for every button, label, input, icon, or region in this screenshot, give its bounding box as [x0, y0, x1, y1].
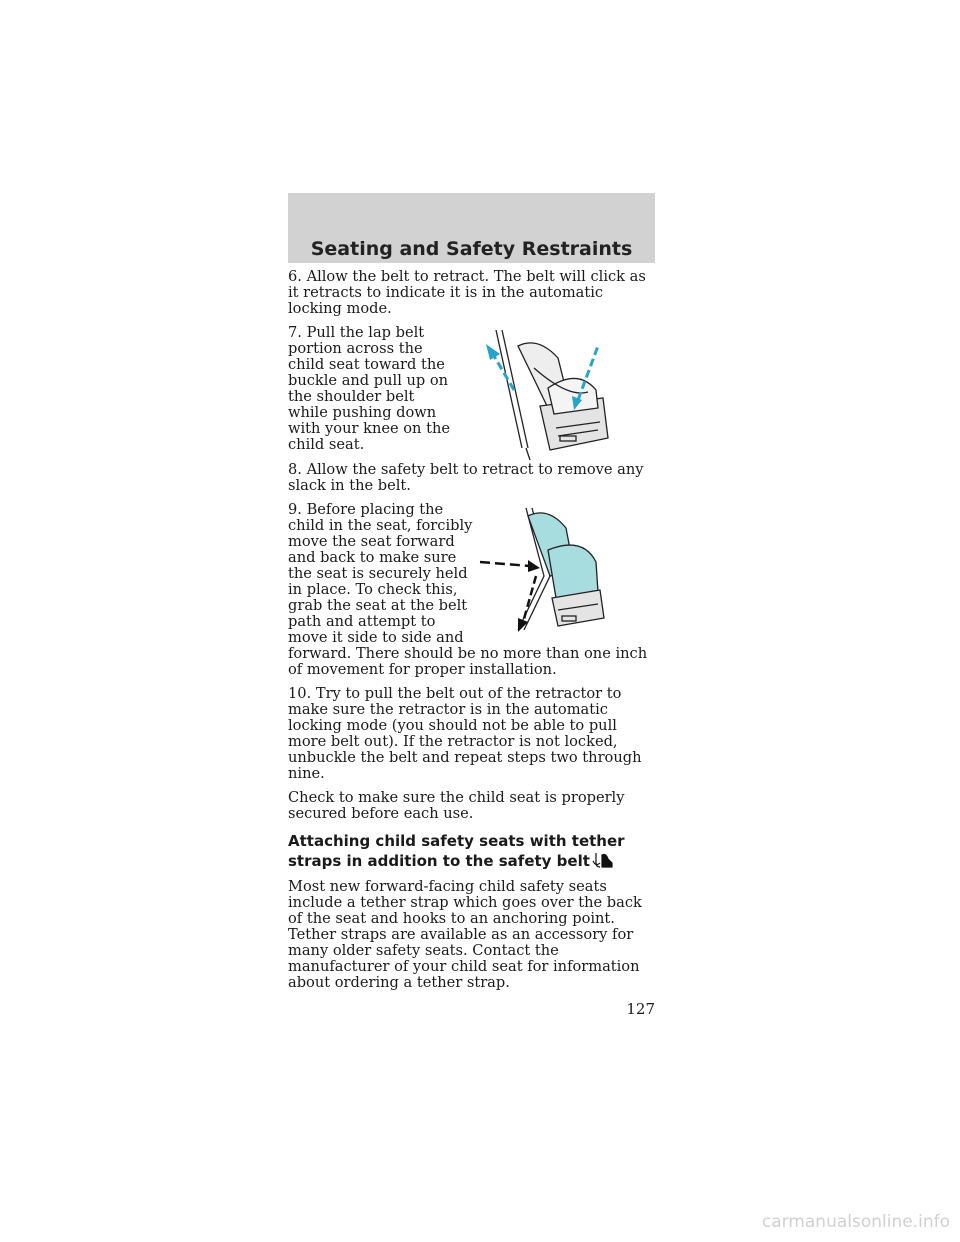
step-8: 8. Allow the safety belt to retract to remove any slack in the belt. — [288, 461, 644, 494]
step-6: 6. Allow the belt to retract. The belt will click as it retracts to indicate it is in the automatic locking mode. — [288, 268, 646, 317]
section-header-title: Seating and Safety Restraints — [310, 238, 633, 260]
step-10: 10. Try to pull the belt out of the retractor to make sure the retractor is in the automatic locking mode (you should not be able to pull more belt out). If the retractor is not locked, unbuckle the belt and repeat steps two through nine. — [288, 685, 642, 782]
watermark: carmanualsonline.info — [761, 1212, 950, 1232]
seat-movement-check-illustration — [478, 506, 608, 634]
belt-tightening-illustration — [478, 328, 628, 462]
tether-anchor-icon — [592, 851, 614, 869]
section-heading-text: Attaching child safety seats with tether straps in addition to the safety belt — [288, 832, 625, 870]
step-7: 7. Pull the lap belt portion across the child seat toward the buckle and pull up on the shoulder belt while pushing down with your knee on the child seat. — [288, 324, 450, 453]
section-body: Most new forward-facing child safety seats include a tether strap which goes over the back of the seat and hooks to an anchoring point. Tether straps are available as an accessory for many older safety seats. Contact the manufacturer of your child seat for information about ordering a tether strap. — [288, 878, 642, 991]
page-content — [288, 269, 658, 999]
page-number: 127 — [626, 1000, 655, 1018]
section-header-band — [288, 193, 655, 263]
check-note: Check to make sure the child seat is properly secured before each use. — [288, 789, 625, 822]
section-heading — [288, 832, 658, 871]
step-9: 9. Before placing the child in the seat, forcibly move the seat forward and back to make sure the seat is securely held in place. To check this, grab the seat at the belt path and attempt to move it side to side and forward. There should be no more than one inch of movement for proper installation. — [288, 501, 648, 678]
